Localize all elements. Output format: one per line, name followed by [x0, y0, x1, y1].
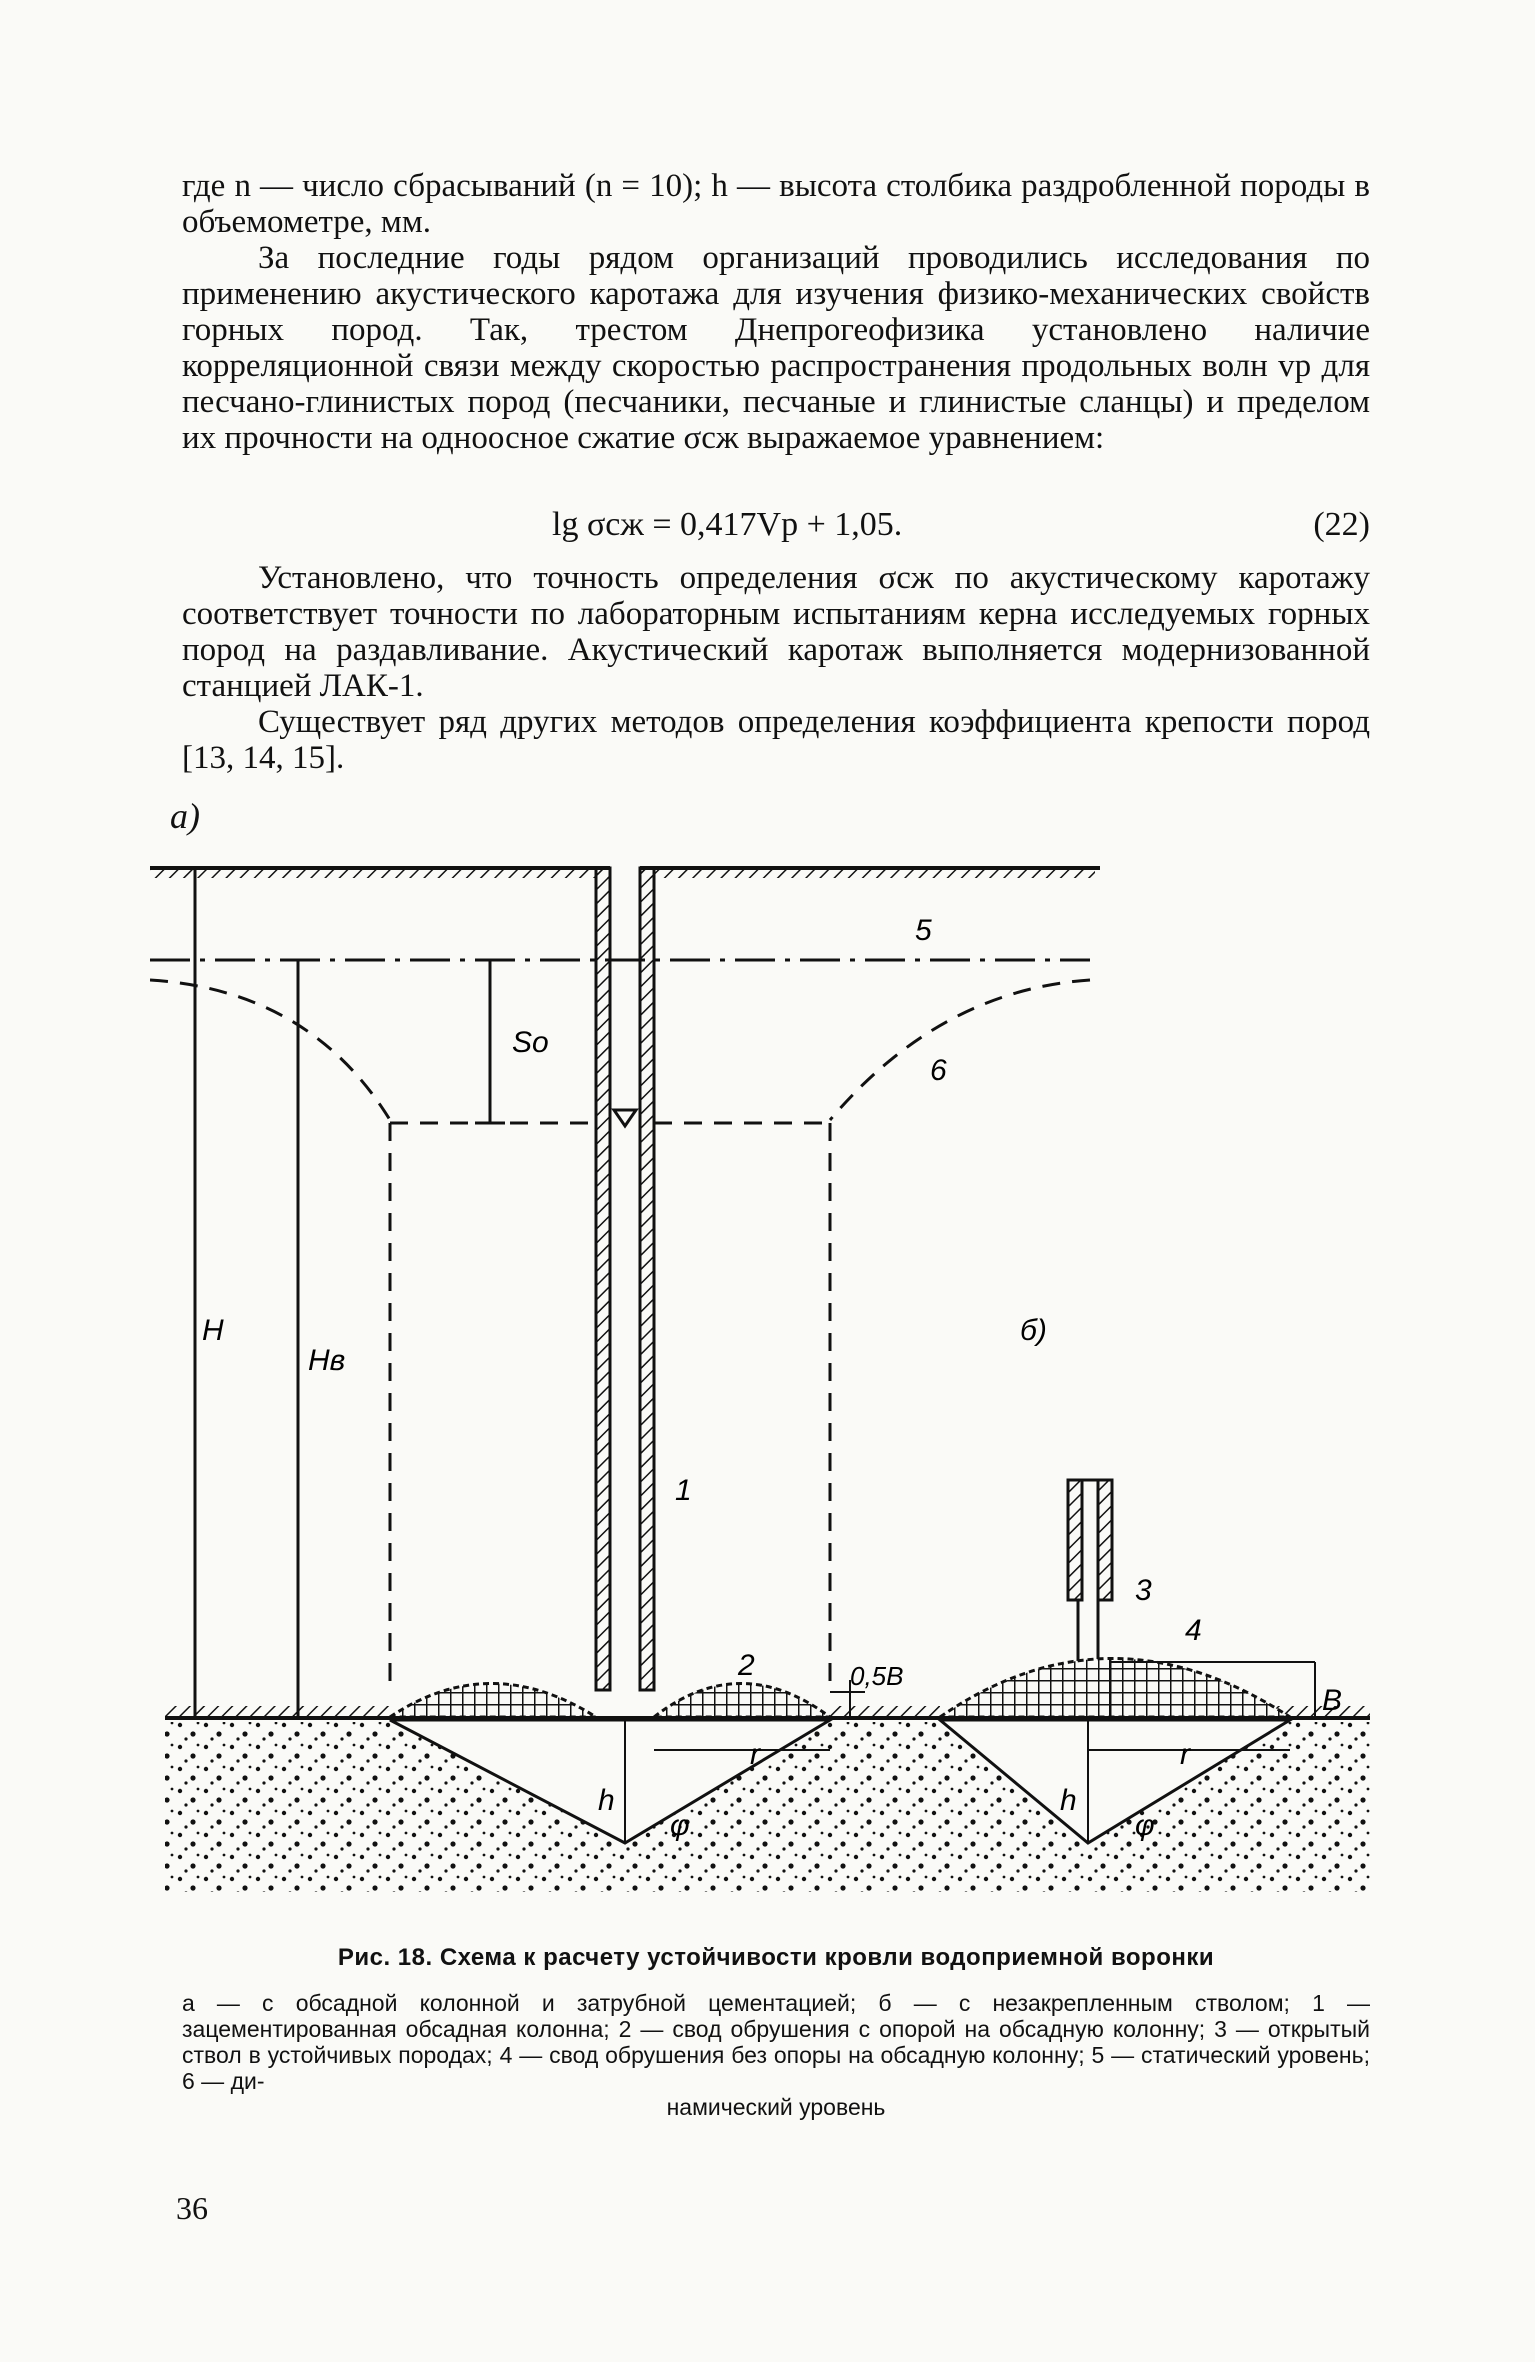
label-5: 5	[915, 914, 932, 947]
paragraph-2-text: За последние годы рядом организаций проводились исследования по применению акустического каротажа для изучения физико-механических свойств горных пород. Так, трестом Днепрогеофизика установлено наличие корреляционной связи между скоростью распространения продольных волн vp для песчано-глинистых пород (песчаники, песчаные и глинистые сланцы) и пределом их прочности на одноосное сжатие σсж выражаемое уравнением:	[182, 240, 1370, 456]
label-b: б)	[1020, 1314, 1047, 1347]
figure-caption-title: Рис. 18. Схема к расчету устойчивости кровли водоприемной воронки	[337, 1944, 1215, 1971]
formula-number: (22)	[1313, 506, 1370, 543]
label-r-a: r	[750, 1738, 760, 1771]
label-6: 6	[930, 1054, 947, 1087]
label-phi-a: φ	[670, 1809, 690, 1842]
label-B: B	[1322, 1684, 1343, 1717]
figure-18-diagram	[150, 840, 1380, 1900]
label-1: 1	[675, 1474, 692, 1507]
formula-expression: lg σсж = 0,417Vp + 1,05.	[552, 506, 903, 543]
label-phi-b: φ	[1135, 1809, 1155, 1842]
paragraph-4-text: Существует ряд других методов определения коэффициента крепости пород [13, 14, 15].	[182, 704, 1370, 776]
casing-column	[596, 868, 654, 1690]
paragraph-1	[182, 168, 1370, 240]
label-h-a: h	[598, 1784, 615, 1817]
figure-caption-text-last: намический уровень	[666, 2094, 886, 2120]
label-4: 4	[1185, 1614, 1202, 1647]
page-number: 36	[176, 2190, 208, 2226]
figure-caption-text: а — с обсадной колонной и затрубной цементацией; б — с незакрепленным стволом; 1 — зацементированная обсадная колонна; 2 — свод обрушения с опорой на обсадную колонну; 3 — открытый ствол в устойчивых породах; 4 — свод обрушения без опоры на обсадную колонну; 5 — статический уровень; 6 — ди-	[182, 1990, 1370, 2094]
label-H: H	[202, 1314, 224, 1347]
depression-curve	[150, 980, 1090, 1690]
label-So: So	[512, 1026, 549, 1059]
label-Hv: Hв	[308, 1344, 346, 1377]
paragraph-3-text: Установлено, что точность определения σсж по акустическому каротажу соответствует точности по лабораторным испытаниям керна исследуемых горных пород на раздавливание. Акустический каротаж выполняется модернизованной станцией ЛАК-1.	[182, 560, 1370, 704]
formula-22	[182, 506, 1370, 546]
figure-label-a: а)	[170, 796, 200, 836]
label-h-b: h	[1060, 1784, 1077, 1817]
dimension-lines	[195, 868, 505, 1720]
paragraph-4	[182, 704, 1370, 776]
label-3: 3	[1135, 1574, 1152, 1607]
label-r-b: r	[1180, 1738, 1190, 1771]
label-half-B: 0,5B	[850, 1661, 904, 1691]
label-2: 2	[738, 1649, 755, 1682]
collapse-arch-4	[940, 1659, 1290, 1718]
figure-caption-body	[182, 1990, 1370, 2120]
top-ground-surface	[150, 868, 1100, 878]
paragraph-2	[182, 240, 1370, 456]
paragraph-1-text: где n — число сбрасываний (n = 10); h — высота столбика раздробленной породы в объемометре, мм.	[182, 168, 1370, 240]
paragraph-3	[182, 560, 1370, 704]
